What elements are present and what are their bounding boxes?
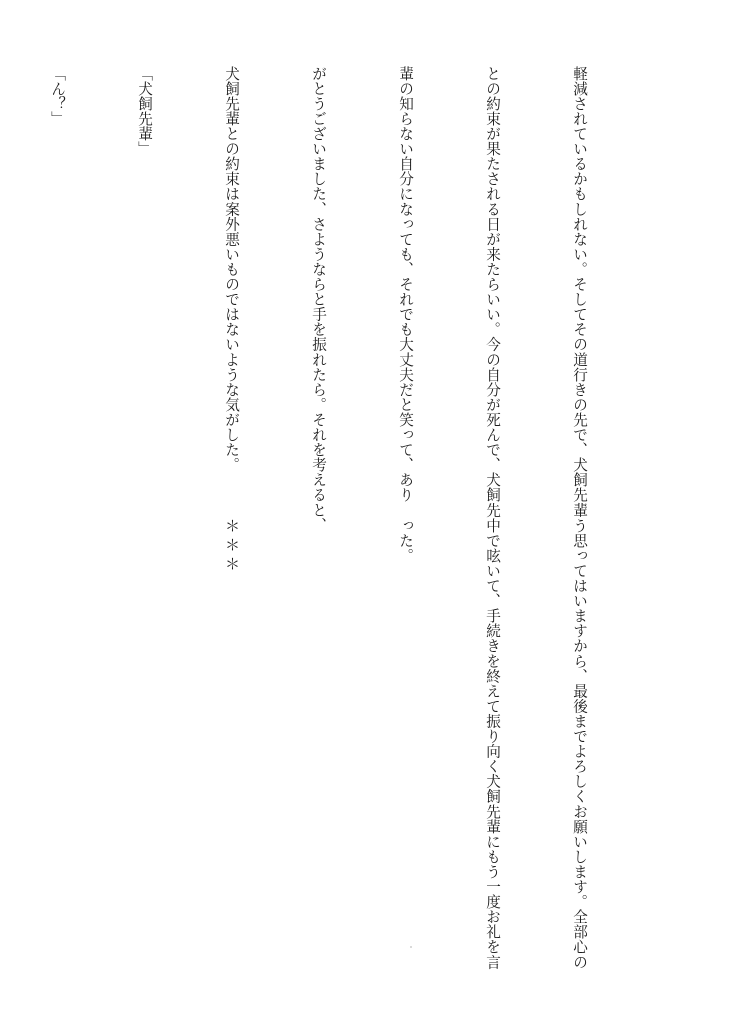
text-line: 輩の知らない自分になっても、それでも大丈夫だと笑って、あり	[397, 66, 414, 503]
text-line: がとうございました、さようならと手を振れたら。それを考えると、	[310, 66, 327, 533]
text-line: 犬飼先輩との約束は案外悪いものではないような気がした。	[223, 66, 240, 473]
section-break: ＊＊＊	[223, 518, 241, 575]
lower-text-block	[159, 518, 652, 970]
dialogue-line: 「ん？」	[49, 66, 66, 127]
text-line: う思ってはいますから、最後までよろしくお願いします。全部心の	[571, 518, 588, 970]
text-line: 軽減されているかもしれない。そしてその道行きの先で、犬飼先輩	[571, 66, 588, 518]
page-speck	[410, 946, 412, 948]
text-line: 中で呟いて、手続きを終えて振り向く犬飼先輩にもう一度お礼を言	[484, 518, 501, 970]
upper-text-block	[0, 66, 652, 533]
dialogue-line: 「犬飼先輩」	[136, 66, 153, 157]
text-line: との約束が果たされる日が来たらいい。今の自分が死んで、犬飼先	[484, 66, 501, 518]
text-line: った。	[397, 518, 414, 564]
